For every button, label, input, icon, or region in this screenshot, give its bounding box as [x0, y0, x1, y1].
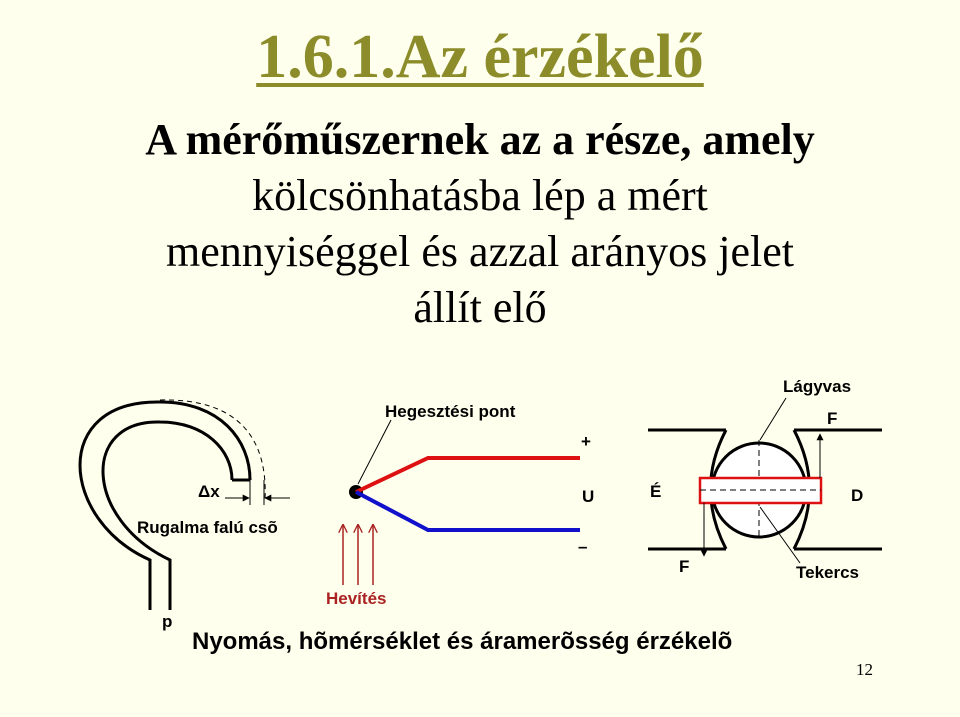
south-label: D [851, 486, 864, 505]
definition-line-2: kölcsönhatásba lép a mért [252, 171, 708, 220]
pressure-label: p [162, 612, 173, 631]
north-label: É [650, 482, 662, 501]
bourdon-tube-outer [80, 402, 250, 610]
plus-label: + [581, 432, 591, 451]
positive-wire [356, 458, 580, 492]
page-number: 12 [856, 660, 873, 679]
heating-label: Hevítés [326, 589, 387, 608]
definition-line-3: mennyiséggel és azzal arányos jelet [166, 227, 794, 276]
bourdon-tube-inner [103, 422, 232, 610]
definition-line-1: A mérőműszernek az a része, amely [145, 115, 815, 164]
definition-line-4: állít elő [413, 283, 547, 332]
coil-label: Tekercs [796, 563, 860, 582]
force-top-label: F [827, 409, 838, 428]
delta-x-label: Δx [198, 482, 220, 501]
slide-title-text: 1.6.1.Az érzékelő [256, 23, 704, 91]
magnet-coil-diagram [648, 377, 882, 582]
voltage-label: U [582, 487, 595, 506]
negative-wire [356, 492, 580, 530]
diagram-caption: Nyomás, hõmérséklet és áramerõsség érzékelõ [192, 628, 733, 655]
minus-label: – [578, 537, 588, 556]
bourdon-tube-diagram [80, 400, 290, 631]
weld-point-leader [358, 420, 391, 484]
force-bottom-label: F [679, 557, 690, 576]
soft-iron-leader [760, 398, 786, 440]
thermocouple-diagram [326, 402, 594, 608]
tube-label: Rugalma falú csõ [137, 518, 278, 537]
weld-point-label: Hegesztési pont [385, 402, 516, 421]
soft-iron-label: Lágyvas [783, 377, 852, 396]
